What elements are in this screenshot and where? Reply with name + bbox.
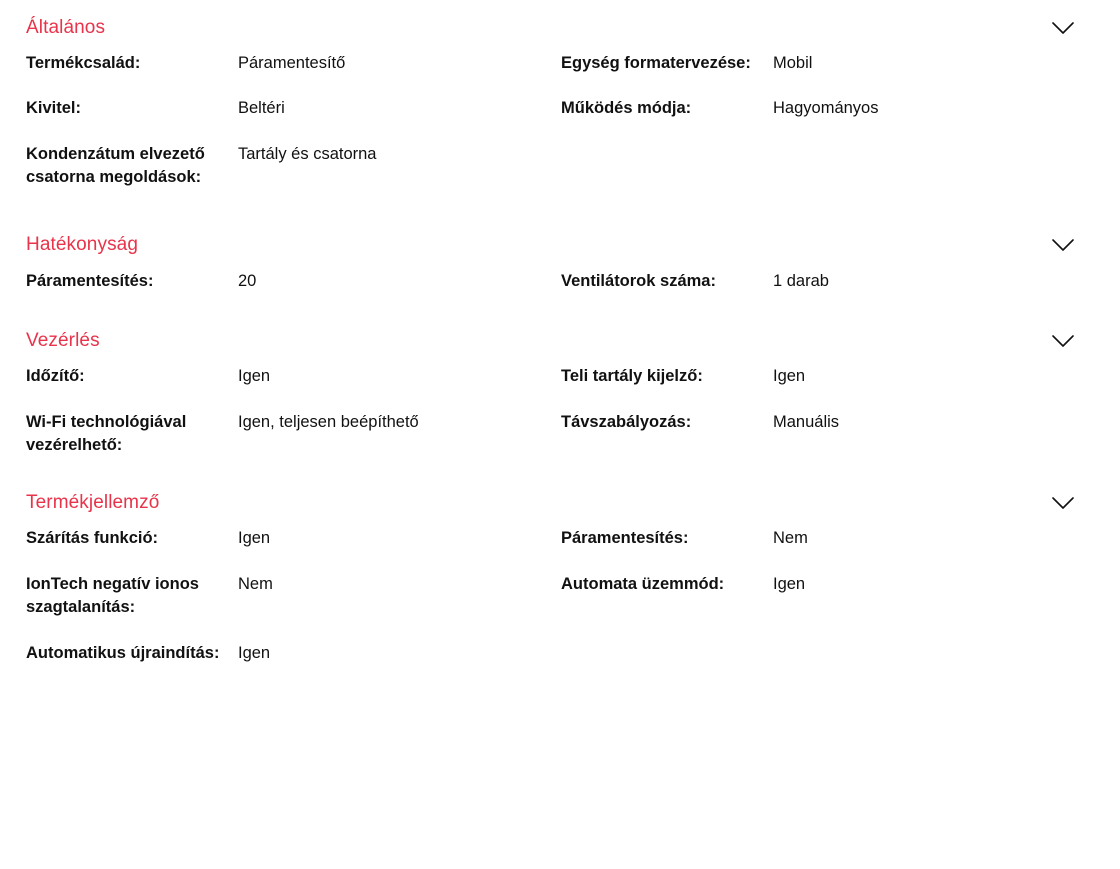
spec-section-vezerles bbox=[26, 317, 1096, 479]
spec-row bbox=[561, 573, 1096, 642]
spec-value: Manuális bbox=[773, 412, 840, 431]
section-title: Vezérlés bbox=[26, 329, 100, 351]
spec-rows bbox=[26, 52, 1096, 212]
spec-rows bbox=[26, 365, 1096, 479]
section-header-vezerles[interactable] bbox=[26, 317, 1096, 365]
spec-row bbox=[26, 527, 561, 572]
spec-row bbox=[26, 642, 561, 687]
spec-label: Távszabályozás: bbox=[561, 412, 692, 431]
spec-row bbox=[26, 52, 561, 97]
spec-value: Tartály és csatorna bbox=[238, 144, 377, 163]
chevron-down-icon[interactable] bbox=[1050, 490, 1076, 516]
spec-label: Szárítás funkció: bbox=[26, 529, 159, 548]
spec-value: Hagyományos bbox=[773, 99, 879, 118]
section-title: Hatékonyság bbox=[26, 234, 139, 256]
spec-row bbox=[561, 52, 1096, 97]
section-header-hatekonysag[interactable] bbox=[26, 222, 1096, 270]
spec-row bbox=[561, 365, 1096, 410]
spec-row bbox=[561, 411, 1096, 480]
spec-row bbox=[26, 365, 561, 410]
spec-value: Igen bbox=[773, 367, 806, 386]
spec-label: Teli tartály kijelző: bbox=[561, 367, 703, 386]
spec-value: Mobil bbox=[773, 54, 813, 72]
spec-label: Kivitel: bbox=[26, 99, 82, 118]
chevron-down-icon[interactable] bbox=[1050, 328, 1076, 354]
section-title: Általános bbox=[26, 16, 106, 38]
spec-label: Páramentesítés: bbox=[26, 271, 154, 290]
spec-label: Páramentesítés: bbox=[561, 529, 689, 548]
section-header-altalanos[interactable] bbox=[26, 4, 1096, 52]
spec-label: Termékcsalád: bbox=[26, 54, 141, 72]
spec-section-termekjellemzo bbox=[26, 479, 1096, 687]
section-header-termekjellemzo[interactable] bbox=[26, 479, 1096, 527]
spec-label: Időzítő: bbox=[26, 367, 85, 386]
spec-row bbox=[26, 270, 561, 307]
chevron-down-icon[interactable] bbox=[1050, 15, 1076, 41]
spec-row bbox=[26, 97, 561, 142]
spec-row bbox=[561, 270, 1096, 307]
spec-label: Automata üzemmód: bbox=[561, 574, 725, 593]
spec-value: Páramentesítő bbox=[238, 54, 346, 72]
spec-value: Beltéri bbox=[238, 99, 285, 118]
spec-label: Ventilátorok száma: bbox=[561, 271, 716, 290]
spec-rows bbox=[26, 527, 1096, 687]
spec-value: 20 bbox=[238, 271, 257, 290]
spec-section-altalanos bbox=[26, 4, 1096, 212]
spec-label: Kondenzátum elvezető csatorna megoldások: bbox=[26, 144, 205, 187]
spec-label: Automatikus újraindítás: bbox=[26, 643, 220, 662]
spec-row bbox=[26, 143, 561, 212]
section-title: Termékjellemző bbox=[26, 491, 160, 513]
spec-value: Igen bbox=[238, 643, 271, 662]
specifications-sheet bbox=[0, 4, 1120, 687]
spec-value: Igen, teljesen beépíthető bbox=[238, 412, 419, 431]
spec-section-hatekonysag bbox=[26, 222, 1096, 307]
spec-label: Egység formatervezése: bbox=[561, 54, 751, 72]
spec-row bbox=[26, 573, 561, 642]
spec-label: Működés módja: bbox=[561, 99, 692, 118]
chevron-down-icon[interactable] bbox=[1050, 233, 1076, 259]
spec-value: Nem bbox=[773, 529, 808, 548]
spec-value: 1 darab bbox=[773, 271, 829, 290]
spec-value: Igen bbox=[773, 574, 806, 593]
spec-value: Nem bbox=[238, 574, 273, 593]
spec-row bbox=[26, 411, 561, 480]
spec-value: Igen bbox=[238, 367, 271, 386]
spec-rows bbox=[26, 270, 1096, 307]
spec-label: Wi-Fi technológiával vezérelhető: bbox=[26, 412, 187, 454]
spec-row bbox=[561, 97, 1096, 142]
spec-value: Igen bbox=[238, 529, 271, 548]
spec-row bbox=[561, 527, 1096, 572]
spec-label: IonTech negatív ionos szagtalanítás: bbox=[26, 574, 199, 617]
